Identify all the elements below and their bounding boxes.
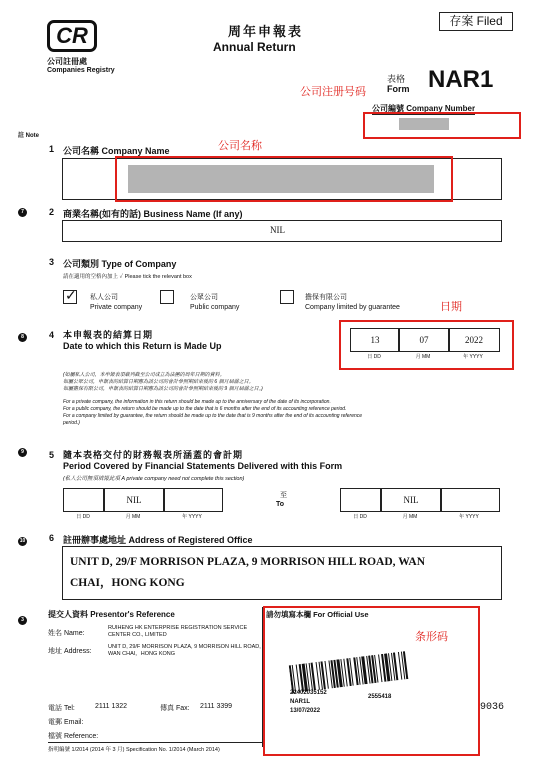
period-to-month: NIL (380, 488, 442, 512)
note-10-badge: 10 (19, 538, 26, 544)
note-cn-2: 如屬公眾公司，申報表的結算日期應為該公司的會計參照期結束後的 6 個月屆滿之日。 (63, 379, 254, 385)
note-label: 註 Note (18, 133, 40, 139)
barcode-code: NAR1L (290, 699, 311, 705)
company-number-label: 公司編號 Company Number (372, 104, 476, 113)
note-cn-1: (如屬私人公司，本申報表須載列截至公司成立為法團的周年日期的資料。 (63, 372, 225, 378)
section-2-number: 2 (49, 207, 55, 217)
note-9-badge: 9 (18, 448, 27, 457)
cr-logo-text: CR (56, 23, 88, 48)
page-title-en: Annual Return (213, 40, 296, 54)
address-line-2: CHAI，HONG KONG (70, 577, 185, 589)
presentor-email-label: 電郵 Email: (48, 719, 84, 726)
period-to-year-label: 年 YYYY (459, 514, 479, 520)
section-6-label: 註冊辦事處地址 Address of Registered Office (63, 535, 253, 545)
presentor-address-label: 地址 Address: (48, 648, 92, 655)
cr-logo (47, 20, 97, 52)
note-8-badge: 8 (18, 333, 27, 342)
annotation-barcode: 条形码 (415, 631, 448, 643)
to-label-cn: 至 (280, 492, 287, 499)
section-4-label-cn: 本申報表的結算日期 (63, 330, 154, 340)
filed-stamp: 存案 Filed (439, 12, 513, 31)
business-name-value: NIL (270, 225, 285, 235)
barcode-date: 13/07/2022 (290, 708, 321, 714)
section-4-notes (63, 372, 503, 427)
presentor-title: 提交人資料 Presentor's Reference (48, 610, 175, 619)
footer-spec: 指明編號 1/2014 (2014 年 3 月) Specification No. 1/2014 (March 2014) (48, 747, 220, 753)
annotation-company-number: 公司注册号码 (300, 86, 366, 98)
period-from-day-label: 日 DD (76, 514, 90, 520)
presentor-tel-value: 2111 1322 (95, 703, 128, 710)
note-en-2: For a public company, the return should be made up to the date that is 6 months after the end of its accounting reference period. (63, 406, 347, 412)
section-6-number: 6 (49, 533, 55, 543)
section-5-label-cn: 隨本表格交付的財務報表所涵蓋的會計期 (63, 450, 244, 460)
period-from-month: NIL (103, 488, 165, 512)
period-from-month-label: 月 MM (125, 514, 141, 520)
barcode-ref: 2555418 (368, 694, 392, 700)
to-label-en: To (276, 501, 285, 508)
guarantee-company-en: Company limited by guarantee (305, 304, 400, 311)
form-label-en: Form (387, 84, 410, 94)
period-from-year-label: 年 YYYY (182, 514, 202, 520)
note-cn-3: 如屬擔保有限公司，申報表的結算日期應為該公司的會計參照期結束後的 9 個月屆滿之日。) (63, 386, 263, 392)
checkmark-icon: ✓ (65, 287, 77, 303)
period-to-year (440, 488, 500, 512)
section-4-label-en: Date to which this Return is Made Up (63, 341, 222, 351)
public-company-en: Public company (190, 304, 240, 311)
company-name-redacted (128, 165, 434, 193)
form-code: NAR1 (428, 66, 494, 93)
section-1-label: 公司名稱 Company Name (63, 146, 170, 156)
barcode-bar (393, 652, 398, 680)
date-day-label: 日 DD (367, 354, 381, 360)
form-label-cn: 表格 (387, 74, 406, 84)
barcode-bar (353, 657, 358, 685)
period-from-day (63, 488, 105, 512)
section-3-label: 公司類別 Type of Company (63, 259, 177, 269)
note-en-4: period.) (63, 420, 80, 426)
period-to-day-label: 日 DD (353, 514, 367, 520)
section-5-sub: (私人公司無須填報此項 A private company need not complete this section) (63, 476, 245, 482)
date-year-cell: 2022 (448, 328, 500, 352)
presentor-name-value: RUIHENG HK ENTERPRISE REGISTRATION SERVICE CENTER CO., LIMITED (108, 625, 248, 638)
presentor-fax-value: 2111 3399 (200, 703, 233, 710)
period-to-month-label: 月 MM (402, 514, 418, 520)
guarantee-company-checkbox[interactable] (280, 290, 294, 304)
public-company-checkbox[interactable] (160, 290, 174, 304)
barcode-bar (403, 651, 408, 679)
address-box (62, 546, 502, 600)
address-line-1: UNIT D, 29/F MORRISON PLAZA, 9 MORRISON HILL ROAD, WAN (70, 556, 426, 568)
note-en-3: For a company limited by guarantee, the return should be made up to the date that is 9 months after the end of its accounting reference (63, 413, 363, 419)
section-3-instruction: 請在適用的空格內加上 ✓ Please tick the relevant box (63, 274, 192, 280)
company-number-redacted (399, 118, 449, 130)
presentor-name-label: 姓名 Name: (48, 630, 85, 637)
date-day-cell: 13 (350, 328, 400, 352)
section-4-number: 4 (49, 330, 55, 340)
private-company-checkbox[interactable] (63, 287, 77, 304)
presentor-fax-label: 傳真 Fax: (160, 705, 190, 712)
registry-en: Companies Registry (47, 67, 115, 74)
date-month-cell: 07 (398, 328, 450, 352)
date-year-label: 年 YYYY (463, 354, 483, 360)
official-use-title: 請勿填寫本欄 For Official Use (266, 610, 369, 619)
private-company-cn: 私人公司 (90, 294, 118, 301)
note-en-1: For a private company, the information in this return should be made up to the anniversary of the date of its incorporation. (63, 399, 331, 405)
date-month-label: 月 MM (415, 354, 431, 360)
barcode-number: 22402035152 (290, 690, 327, 696)
annotation-date: 日期 (440, 301, 462, 313)
presentor-address-value: UNIT D, 29/F MORRISON PLAZA, 9 MORRISON HILL ROAD, WAN CHAI，HONG KONG (108, 644, 261, 657)
private-company-en: Private company (90, 304, 143, 311)
presentor-tel-label: 電話 Tel: (48, 705, 75, 712)
period-from-year (163, 488, 223, 512)
section-5-number: 5 (49, 450, 55, 460)
section-3-number: 3 (49, 257, 55, 267)
section-5-label-en: Period Covered by Financial Statements Delivered with this Form (63, 461, 343, 471)
section-1-number: 1 (49, 144, 55, 154)
side-number: 9036 (480, 702, 505, 713)
period-to-day (340, 488, 382, 512)
presentor-divider (48, 742, 263, 743)
annotation-company-name: 公司名称 (218, 140, 262, 152)
note-7-badge: 7 (18, 208, 27, 217)
page-title-cn: 周年申報表 (228, 24, 304, 39)
registry-cn: 公司註冊處 (47, 57, 87, 66)
public-company-cn: 公眾公司 (190, 294, 218, 301)
section-2-label: 商業名稱(如有的話) Business Name (If any) (63, 209, 243, 219)
presentor-reference-label: 檔號 Reference: (48, 733, 99, 740)
note-3-badge: 3 (18, 616, 27, 625)
barcode-bar (311, 662, 316, 690)
guarantee-company-cn: 擔保有限公司 (305, 294, 347, 301)
